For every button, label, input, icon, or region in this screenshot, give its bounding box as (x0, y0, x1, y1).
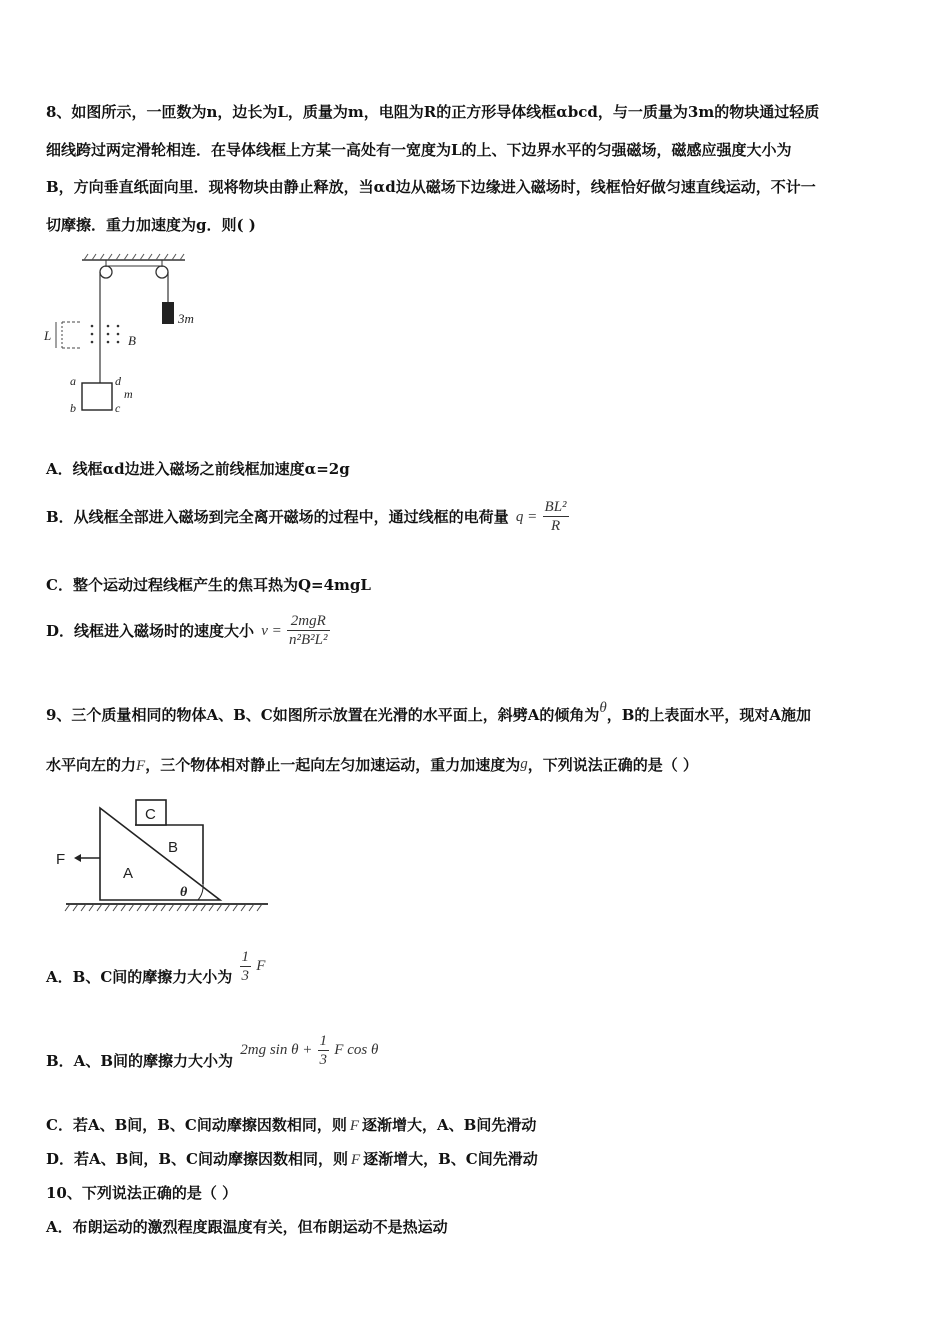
q9-line2-part-b: ，三个物体相对静止一起向左匀加速运动，重力加速度为 (145, 756, 521, 774)
q9-option-c-part-a: C．若A、B间，B、C间动摩擦因数相同，则 (46, 1116, 347, 1134)
wedge-a-label: A (123, 865, 134, 882)
q9-option-c-part-b: 逐渐增大，A、B间先滑动 (362, 1116, 537, 1134)
q9-line2-part-a: 水平向左的力 (46, 756, 137, 774)
q8-option-c: C．整个运动过程线框产生的焦耳热为Q=4mgL (46, 576, 371, 594)
q8-option-a: A．线框αd边进入磁场之前线框加速度α=2g (46, 460, 350, 478)
mass-3m-label: 3m (178, 311, 194, 326)
q9-option-b-expr-2: F cos θ (334, 1042, 379, 1058)
q9-theta-symbol: θ (599, 700, 607, 716)
q9-option-a-text: A．B、C间的摩擦力大小为 (46, 968, 233, 986)
q9-line1-part-b: ，B的上表面水平，现对A施加 (606, 706, 812, 724)
q8-option-b-lhs: q = (515, 508, 538, 525)
q9-option-d-force: F (350, 1152, 361, 1168)
q9-option-b-denominator: 3 (319, 1051, 328, 1068)
q8-option-b-text: B．从线框全部进入磁场到完全离开磁场的过程中，通过线框的电荷量 (46, 507, 509, 526)
q8-option-d-numerator: 2mgR (287, 612, 330, 631)
q10-option-a: A．布朗运动的激烈程度跟温度有关，但布朗运动不是热运动 (46, 1218, 448, 1236)
q9-option-b (46, 1030, 916, 1080)
q9-gravity-symbol: g (520, 756, 528, 772)
block-b-label: B (168, 839, 179, 856)
q9-option-d-part-b: 逐渐增大，B、C间先滑动 (363, 1150, 538, 1168)
q9-line2-part-c: ，下列说法正确的是（ ） (527, 756, 698, 774)
width-L-label: L (44, 328, 52, 343)
q8-option-b-fraction (543, 498, 569, 535)
q9-option-b-expr-1: 2mg sin θ + (240, 1042, 313, 1058)
q9-option-b-fraction (318, 1032, 330, 1069)
q9-force-symbol: F (136, 758, 146, 774)
q9-option-a-numerator: 1 (241, 948, 249, 965)
corner-b-label: b (70, 401, 76, 415)
q8-option-b-numerator: BL² (544, 499, 567, 515)
corner-d-label: d (115, 374, 121, 388)
q8-line4: 切摩擦．重力加速度为g．则( ) (46, 216, 256, 234)
q8-option-d-lhs: v = (261, 622, 282, 639)
q9-option-c (46, 1116, 916, 1135)
q9-option-b-text: B．A、B间的摩擦力大小为 (46, 1052, 233, 1070)
q9-option-a-force: F (256, 958, 266, 974)
q10-line1: 10、下列说法正确的是（ ） (46, 1184, 238, 1202)
q9-line2 (46, 756, 916, 775)
q8-option-b-denominator: R (550, 518, 561, 534)
q8-option-d-denominator: n²B²L² (289, 632, 328, 648)
q8-line2: 细线跨过两定滑轮相连．在导体线框上方某一高处有一宽度为L的上、下边界水平的匀强磁场，磁感应强度大小为 (46, 141, 792, 159)
q8-option-d-fraction (287, 612, 330, 649)
block-c-label: C (145, 806, 156, 823)
q9-option-a (46, 946, 916, 996)
corner-c-label: c (115, 401, 121, 415)
field-B-label: B (128, 333, 136, 348)
q9-option-a-fraction (240, 948, 252, 985)
q8-option-b (46, 498, 916, 542)
coil-mass-m-label: m (124, 387, 133, 401)
angle-theta-label: θ (180, 885, 188, 900)
q9-line1-part-a: 9、三个质量相同的物体A、B、C如图所示放置在光滑的水平面上，斜劈A的倾角为 (46, 706, 600, 724)
q8-line3: B，方向垂直纸面向里．现将物块由静止释放，当αd边从磁场下边缘进入磁场时，线框恰好做匀速直线运动，不计一 (46, 178, 816, 196)
q8-pulley-figure (40, 250, 220, 422)
q9-option-b-numerator: 1 (319, 1032, 328, 1049)
q9-wedge-figure (48, 792, 273, 917)
q8-option-d-text: D．线框进入磁场时的速度大小 (46, 621, 255, 640)
q9-line1 (46, 700, 916, 725)
q9-option-a-denominator: 3 (241, 967, 249, 984)
q8-line1: 8、如图所示，一匝数为n，边长为L，质量为m，电阻为R的正方形导体线框αbcd，与一质量为3m的物块通过轻质 (46, 103, 820, 121)
q8-option-d (46, 612, 916, 656)
force-f-label: F (56, 851, 66, 868)
q9-option-d (46, 1150, 916, 1169)
q9-option-c-force: F (349, 1118, 360, 1134)
q9-option-d-part-a: D．若A、B间，B、C间动摩擦因数相同，则 (46, 1150, 348, 1168)
corner-a-label: a (70, 374, 76, 388)
